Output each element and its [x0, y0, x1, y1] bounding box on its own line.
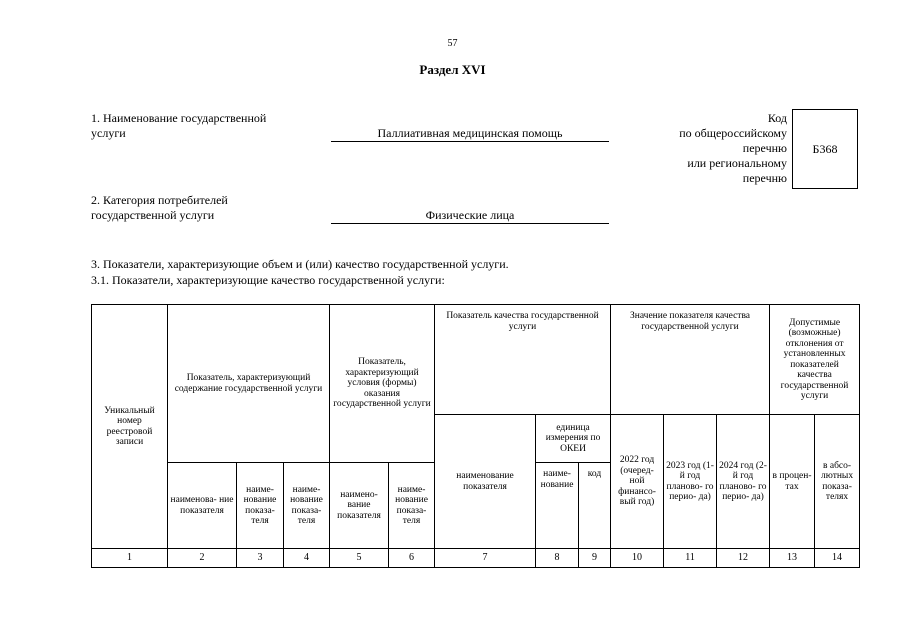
header-unique-number: Уникальный номер реестровой записи — [92, 305, 168, 549]
consumer-category-label — [91, 193, 228, 223]
consumer-category-value: Физические лица — [331, 208, 609, 224]
service-name-value: Паллиативная медицинская помощь — [331, 126, 609, 142]
header-allowed-deviation: Допустимые (возможные) отклонения от установленных показателей качества государственной услуги — [770, 305, 860, 415]
service-name-label — [91, 111, 266, 141]
header-content-indicator: Показатель, характеризующий содержание государственной услуги — [168, 305, 330, 463]
consumer-category-label-line2: государственной услуги — [91, 208, 215, 222]
registry-code-label-line: перечню — [742, 141, 787, 155]
column-number: 10 — [611, 549, 664, 568]
column-number: 7 — [435, 549, 536, 568]
service-name-label-line1: 1. Наименование государственной — [91, 111, 267, 125]
header-col6-name: наиме- нование показа- теля — [389, 463, 435, 549]
column-number: 4 — [284, 549, 330, 568]
header-okei-code: код — [579, 463, 611, 549]
header-col5-name: наимено- вание показателя — [330, 463, 389, 549]
column-number: 12 — [717, 549, 770, 568]
header-indicator-name: наименование показателя — [435, 415, 536, 549]
column-number: 5 — [330, 549, 389, 568]
registry-code-box: Б368 — [792, 109, 858, 189]
header-quality-indicator: Показатель качества государственной услуги — [435, 305, 611, 415]
column-number: 6 — [389, 549, 435, 568]
page-number: 57 — [447, 38, 458, 49]
header-okei-name: наиме- нование — [536, 463, 579, 549]
header-okei-unit: единица измерения по ОКЕИ — [536, 415, 611, 463]
header-col4-name: наиме- нование показа- теля — [284, 463, 330, 549]
header-year-2024: 2024 год (2-й год планово- го перио- да) — [717, 415, 770, 549]
column-number: 9 — [579, 549, 611, 568]
column-number: 2 — [168, 549, 237, 568]
heading-3: 3. Показатели, характеризующие объем и (или) качество государственной услуги. — [91, 257, 509, 271]
column-number: 3 — [237, 549, 284, 568]
column-number: 1 — [92, 549, 168, 568]
header-col3-name: наиме- нование показа- теля — [237, 463, 284, 549]
header-col2-name: наименова- ние показателя — [168, 463, 237, 549]
consumer-category-label-line1: 2. Категория потребителей — [91, 193, 228, 207]
header-absolute: в абсо- лютных показа- телях — [815, 415, 860, 549]
service-name-label-line2: услуги — [91, 126, 126, 140]
header-quality-value: Значение показателя качества государственной услуги — [611, 305, 770, 415]
registry-code-label — [679, 111, 787, 186]
section-title: Раздел XVI — [419, 62, 486, 77]
header-conditions-indicator: Показатель, характеризующий условия (формы) оказания государственной услуги — [330, 305, 435, 463]
quality-indicators-table — [91, 304, 860, 568]
registry-code-label-line: перечню — [742, 171, 787, 185]
header-percent: в процен- тах — [770, 415, 815, 549]
column-number: 14 — [815, 549, 860, 568]
column-numbers-row — [92, 549, 860, 568]
heading-3-1: 3.1. Показатели, характеризующие качество государственной услуги: — [91, 273, 445, 287]
header-year-2023: 2023 год (1-й год планово- го перио- да) — [664, 415, 717, 549]
column-number: 13 — [770, 549, 815, 568]
column-number: 8 — [536, 549, 579, 568]
registry-code-label-line: Код — [767, 111, 787, 125]
header-year-2022: 2022 год (очеред- ной финансо- вый год) — [611, 415, 664, 549]
registry-code-label-line: или региональному — [687, 156, 787, 170]
column-number: 11 — [664, 549, 717, 568]
registry-code-label-line: по общероссийскому — [679, 126, 787, 140]
